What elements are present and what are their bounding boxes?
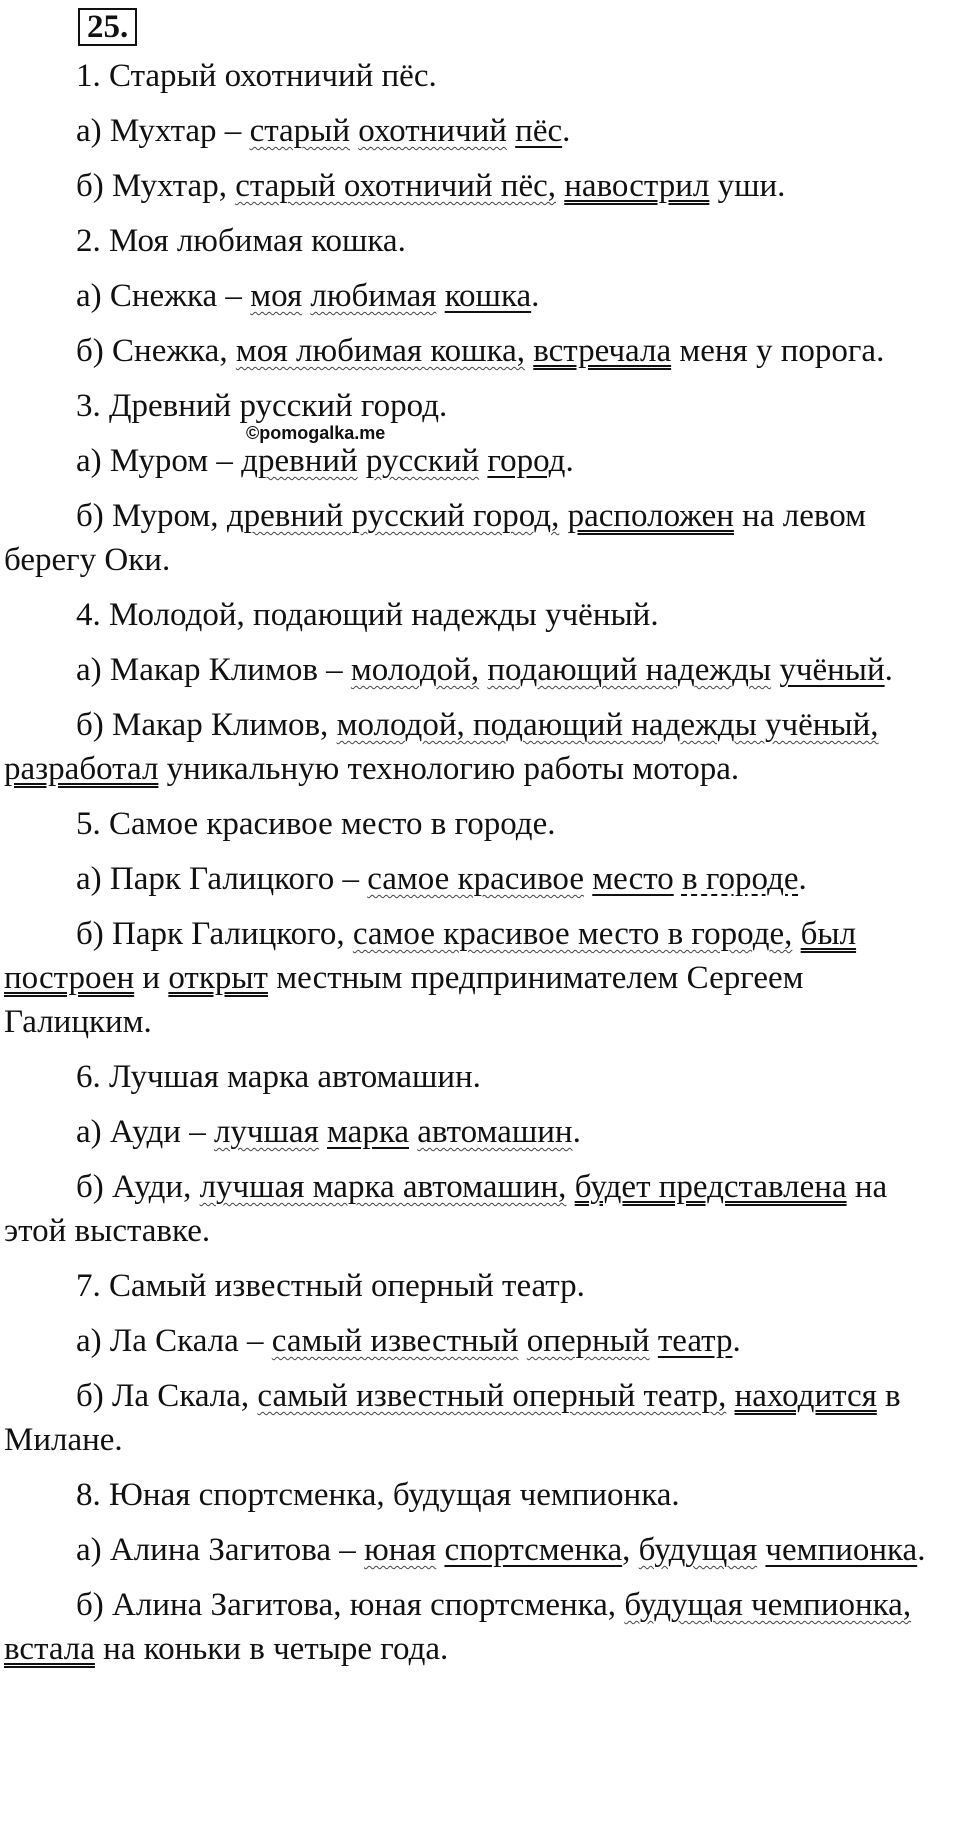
sentence-paragraph <box>4 1165 956 1253</box>
watermark: ©pomogalka.me <box>246 423 386 443</box>
text-segment <box>507 113 515 149</box>
wavy-underlined-phrase: юная <box>364 1532 437 1568</box>
sentence-paragraph <box>4 384 956 428</box>
text-segment: а) Снежка – <box>76 278 251 314</box>
wavy-underlined-phrase: моя любимая кошка, <box>235 333 526 369</box>
text-segment <box>409 1114 417 1150</box>
text-segment: на этой выставке. <box>4 1169 888 1249</box>
wavy-underlined-phrase: любимая <box>310 278 437 314</box>
text-segment <box>726 1378 734 1414</box>
sentence-paragraph <box>4 593 956 637</box>
subject-underlined-word: учёный <box>779 652 885 688</box>
wavy-underlined-phrase: моя <box>250 278 303 314</box>
predicate-double-underlined-word: встречала <box>533 333 672 369</box>
text-segment: 3. Древний русский город. <box>76 388 448 424</box>
sentence-paragraph <box>4 1374 956 1462</box>
text-segment <box>584 861 592 897</box>
text-segment: . <box>565 443 574 479</box>
sentence-paragraph <box>4 1110 956 1154</box>
sentence-paragraph <box>4 1583 956 1671</box>
subject-underlined-word: кошка <box>444 278 532 314</box>
text-segment: уникальную технологию работы мотора. <box>158 751 740 787</box>
sentence-paragraph <box>4 857 956 901</box>
text-segment <box>792 916 800 952</box>
text-segment: в Милане. <box>4 1378 901 1458</box>
predicate-double-underlined-word: будет представлена <box>574 1169 847 1205</box>
text-segment: местным предпринимателем Сергеем Галицким. <box>4 960 804 1040</box>
wavy-underlined-phrase: подающий надежды <box>487 652 772 688</box>
subject-underlined-word: марка <box>327 1114 409 1150</box>
wavy-underlined-phrase: самое красивое место в городе, <box>352 916 793 952</box>
text-segment: . <box>884 652 893 688</box>
text-segment: а) Парк Галицкого – <box>76 861 368 897</box>
predicate-double-underlined-word: открыт <box>168 960 268 996</box>
wavy-underlined-phrase: старый <box>249 113 351 149</box>
subject-underlined-word: пёс <box>515 113 563 149</box>
wavy-underlined-phrase: самый известный <box>271 1323 519 1359</box>
text-segment: на коньки в четыре года. <box>94 1631 449 1667</box>
text-segment: б) Ла Скала, <box>76 1378 258 1414</box>
sentence-paragraph <box>4 1264 956 1308</box>
text-segment: а) Макар Климов – <box>76 652 351 688</box>
predicate-double-underlined-word: расположен <box>567 498 734 534</box>
text-segment: б) Снежка, <box>76 333 236 369</box>
wavy-underlined-phrase: охотничий <box>358 113 507 149</box>
subject-underlined-word: чемпионка <box>765 1532 918 1568</box>
wavy-underlined-phrase: русский <box>365 443 480 479</box>
sentence-paragraph <box>4 802 956 846</box>
text-segment: 8. Юная спортсменка, будущая чемпионка. <box>76 1477 680 1513</box>
wavy-underlined-phrase: древний русский город, <box>226 498 560 534</box>
text-segment: 1. Старый охотничий пёс. <box>76 58 437 94</box>
text-segment: , <box>622 1532 639 1568</box>
text-segment <box>674 861 682 897</box>
text-segment: б) Мухтар, <box>76 168 236 204</box>
text-segment: . <box>917 1532 926 1568</box>
sentence-paragraph <box>4 494 956 582</box>
sentence-paragraph <box>4 439 956 483</box>
sentence-paragraph <box>4 703 956 791</box>
text-segment: . <box>572 1114 581 1150</box>
predicate-double-underlined-word: находится <box>734 1378 877 1414</box>
wavy-underlined-phrase: самый известный оперный театр, <box>257 1378 727 1414</box>
predicate-double-underlined-word: навострил <box>564 168 710 204</box>
sentence-paragraph <box>4 164 956 208</box>
wavy-underlined-phrase: лучшая <box>213 1114 319 1150</box>
text-segment <box>436 278 444 314</box>
text-segment: 4. Молодой, подающий надежды учёный. <box>76 597 659 633</box>
wavy-underlined-phrase: будущая чемпионка, <box>624 1587 912 1623</box>
text-segment: а) Муром – <box>76 443 242 479</box>
sentence-paragraph <box>4 912 956 1044</box>
exercise-number: 25. <box>78 8 137 46</box>
text-segment <box>358 443 366 479</box>
exercise-content <box>4 54 956 1671</box>
sentence-paragraph <box>4 109 956 153</box>
text-segment: . <box>798 861 807 897</box>
sentence-paragraph <box>4 1473 956 1517</box>
text-segment <box>650 1323 658 1359</box>
subject-underlined-word: город <box>487 443 566 479</box>
text-segment: а) Алина Загитова – <box>76 1532 365 1568</box>
text-segment: 2. Моя любимая кошка. <box>76 223 406 259</box>
predicate-double-underlined-word: встала <box>4 1631 95 1667</box>
wavy-underlined-phrase: молодой, подающий надежды учёный, <box>336 707 879 743</box>
sentence-paragraph <box>4 274 956 318</box>
subject-underlined-word: спортсменка <box>444 1532 623 1568</box>
wavy-underlined-phrase: древний <box>241 443 358 479</box>
sentence-paragraph <box>4 54 956 98</box>
text-segment: на левом берегу Оки. <box>4 498 866 578</box>
wavy-underlined-phrase: будущая <box>638 1532 758 1568</box>
sentence-paragraph <box>4 1528 956 1572</box>
text-segment: . <box>732 1323 741 1359</box>
wavy-underlined-phrase: оперный <box>526 1323 650 1359</box>
text-segment: б) Макар Климов, <box>76 707 337 743</box>
text-segment <box>319 1114 327 1150</box>
text-segment <box>519 1323 527 1359</box>
text-segment: . <box>562 113 571 149</box>
text-segment: 6. Лучшая марка автомашин. <box>76 1059 481 1095</box>
wavy-underlined-phrase: молодой, <box>350 652 480 688</box>
sentence-paragraph <box>4 648 956 692</box>
text-segment: б) Парк Галицкого, <box>76 916 353 952</box>
text-segment <box>559 498 567 534</box>
wavy-underlined-phrase: старый охотничий пёс, <box>235 168 557 204</box>
text-segment: а) Ла Скала – <box>76 1323 272 1359</box>
wavy-underlined-phrase: самое красивое <box>367 861 584 897</box>
wavy-underlined-phrase: лучшая марка автомашин, <box>199 1169 567 1205</box>
sentence-paragraph <box>4 1319 956 1363</box>
text-segment: и <box>134 960 169 996</box>
text-segment: уши. <box>709 168 786 204</box>
predicate-double-underlined-word: разработал <box>4 751 159 787</box>
text-segment: б) Алина Загитова, юная спортсменка, <box>76 1587 625 1623</box>
text-segment: меня у порога. <box>671 333 885 369</box>
adverbial-dotted-underlined-phrase: в городе <box>681 861 799 897</box>
sentence-paragraph <box>4 329 956 373</box>
sentence-paragraph <box>4 1055 956 1099</box>
text-segment: а) Мухтар – <box>76 113 250 149</box>
predicate-double-underlined-word: был построен <box>4 916 857 996</box>
text-segment <box>566 1169 574 1205</box>
text-segment: 7. Самый известный оперный театр. <box>76 1268 585 1304</box>
subject-underlined-word: место <box>592 861 674 897</box>
text-segment: а) Ауди – <box>76 1114 214 1150</box>
sentence-paragraph <box>4 219 956 263</box>
subject-underlined-word: театр <box>657 1323 733 1359</box>
wavy-underlined-phrase: автомашин <box>417 1114 573 1150</box>
text-segment: 5. Самое красивое место в городе. <box>76 806 556 842</box>
text-segment: б) Ауди, <box>76 1169 200 1205</box>
text-segment: . <box>531 278 540 314</box>
text-segment: б) Муром, <box>76 498 227 534</box>
